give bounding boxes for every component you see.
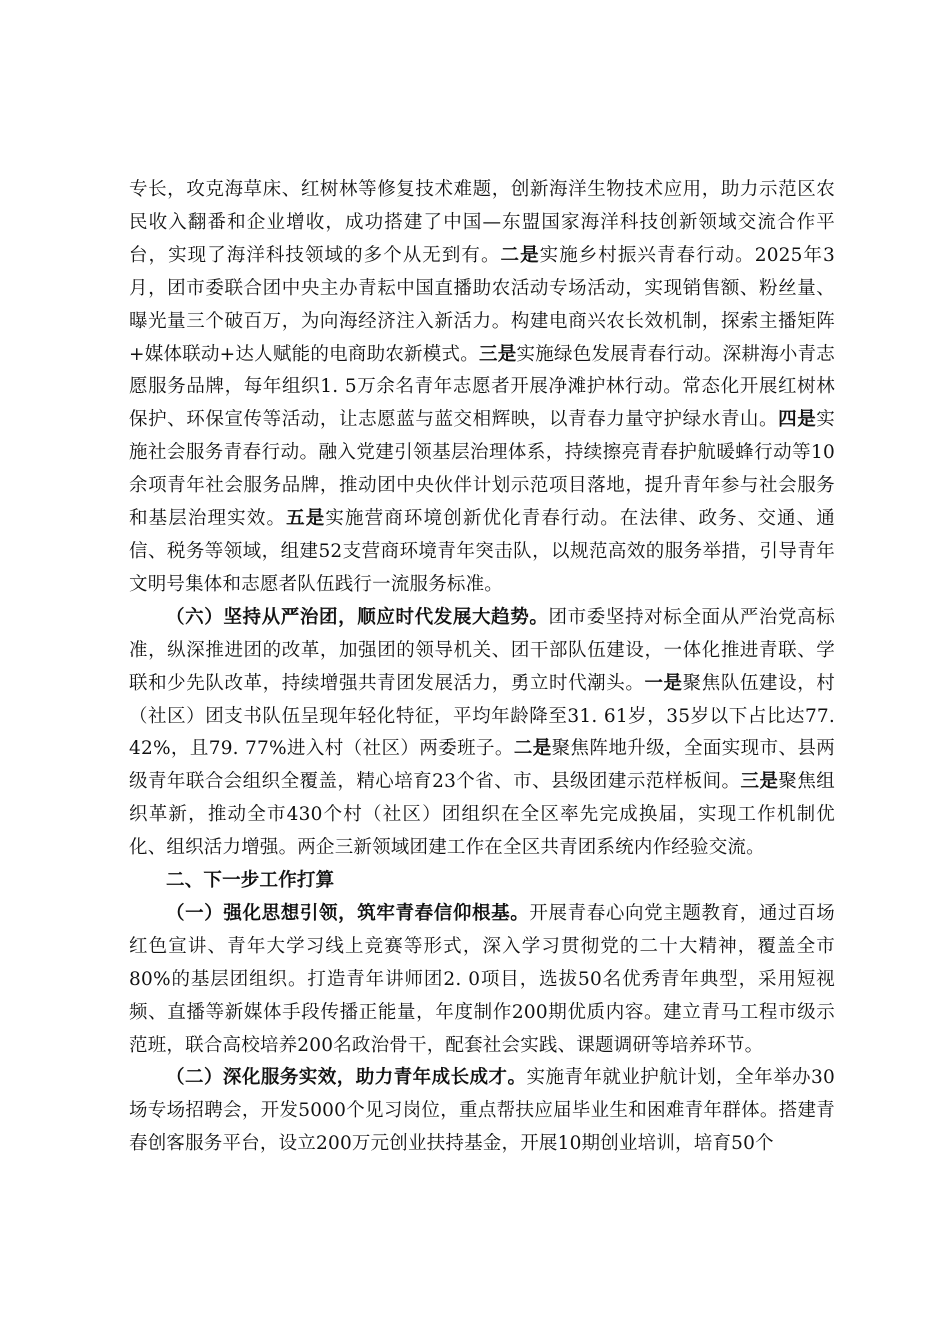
enumeration-marker-2: 二是 — [500, 244, 540, 266]
body-paragraph-3 — [129, 898, 835, 1063]
enumeration-marker-1: 一是 — [644, 672, 683, 694]
enumeration-marker-2: 二是 — [513, 738, 552, 760]
paragraph-text: 聚焦阵地升级，全面实现市、县两级青年联合会组织全覆盖，精心培育23个省、市、县级团建示范样板间。 — [129, 738, 835, 793]
paragraph-text: 专长，攻克海草床、红树林等修复技术难题，创新海洋生物技术应用，助力示范区农民收入翻番和企业增收，成功搭建了中国—东盟国家海洋科技创新领域交流合作平台，实现了海洋科技领域的多个从无到有。 — [129, 179, 835, 266]
body-paragraph-2 — [129, 602, 835, 865]
section-heading: 二、下一步工作打算 — [166, 870, 335, 892]
subsection-heading-6: （六）坚持从严治团，顺应时代发展大趋势。 — [166, 606, 549, 628]
document-page — [129, 174, 835, 1161]
enumeration-marker-3: 三是 — [479, 343, 517, 365]
paragraph-text: 实施社会服务青春行动。融入党建引领基层治理体系，持续擦亮青春护航暖蜂行动等10余项青年社会服务品牌，推动团中央伙伴计划示范项目落地，提升青年参与社会服务和基层治理实效。 — [129, 409, 835, 530]
subsection-heading-2: （二）深化服务实效，助力青年成长成才。 — [166, 1067, 527, 1089]
subsection-heading-1: （一）强化思想引领，筑牢青春信仰根基。 — [166, 902, 530, 924]
paragraph-text: 聚焦队伍建设，村（社区）团支书队伍呈现年轻化特征，平均年龄降至31. 61岁，35岁以下占比达77. 42%，且79. 77%进入村（社区）两委班子。 — [129, 672, 835, 760]
enumeration-marker-3: 三是 — [740, 771, 779, 793]
body-paragraph-4 — [129, 1062, 835, 1161]
paragraph-text: 开展青春心向党主题教育，通过百场红色宣讲、青年大学习线上竞赛等形式，深入学习贯彻党的二十大精神，覆盖全市80%的基层团组织。打造青年讲师团2. 0项目，选拔50名优秀青年典型，采用短视频、直播等新媒体手段传播正能量，年度制作200期优质内容。建立青马工程市级示范班，联合高校培养200名政治骨干，配套社会实践、课题调研等培养环节。 — [129, 902, 835, 1056]
paragraph-text: 实施绿色发展青春行动。深耕海小青志愿服务品牌，每年组织1. 5万余名青年志愿者开展净滩护林行动。常态化开展红树林保护、环保宣传等活动，让志愿蓝与蓝交相辉映，以青春力量守护绿水青山。 — [129, 343, 835, 431]
paragraph-text: 实施营商环境创新优化青春行动。在法律、政务、交通、通信、税务等领域，组建52支营商环境青年突击队，以规范高效的服务举措，引导青年文明号集体和志愿者队伍践行一流服务标准。 — [129, 508, 835, 595]
paragraph-text: 聚焦组织革新，推动全市430个村（社区）团组织在全区率先完成换届，实现工作机制优化、组织活力增强。两企三新领域团建工作在全区共青团系统内作经验交流。 — [129, 771, 835, 859]
enumeration-marker-4: 四是 — [778, 409, 817, 431]
paragraph-text: 实施乡村振兴青春行动。2025年3月，团市委联合团中央主办青耘中国直播助农活动专场活动，实现销售额、粉丝量、曝光量三个破百万，为向海经济注入新活力。构建电商兴农长效机制，探索主播矩阵+媒体联动+达人赋能的电商助农新模式。 — [129, 244, 835, 365]
body-paragraph-1 — [129, 174, 835, 602]
paragraph-text: 团市委坚持对标全面从严治党高标准，纵深推进团的改革，加强团的领导机关、团干部队伍建设，一体化推进青联、学联和少先队改革，持续增强共青团发展活力，勇立时代潮头。 — [129, 606, 835, 694]
paragraph-text: 实施青年就业护航计划，全年举办30场专场招聘会，开发5000个见习岗位，重点帮扶应届毕业生和困难青年群体。搭建青春创客服务平台，设立200万元创业扶持基金，开展10期创业培训，培育50个 — [129, 1067, 835, 1155]
enumeration-marker-5: 五是 — [286, 508, 326, 530]
